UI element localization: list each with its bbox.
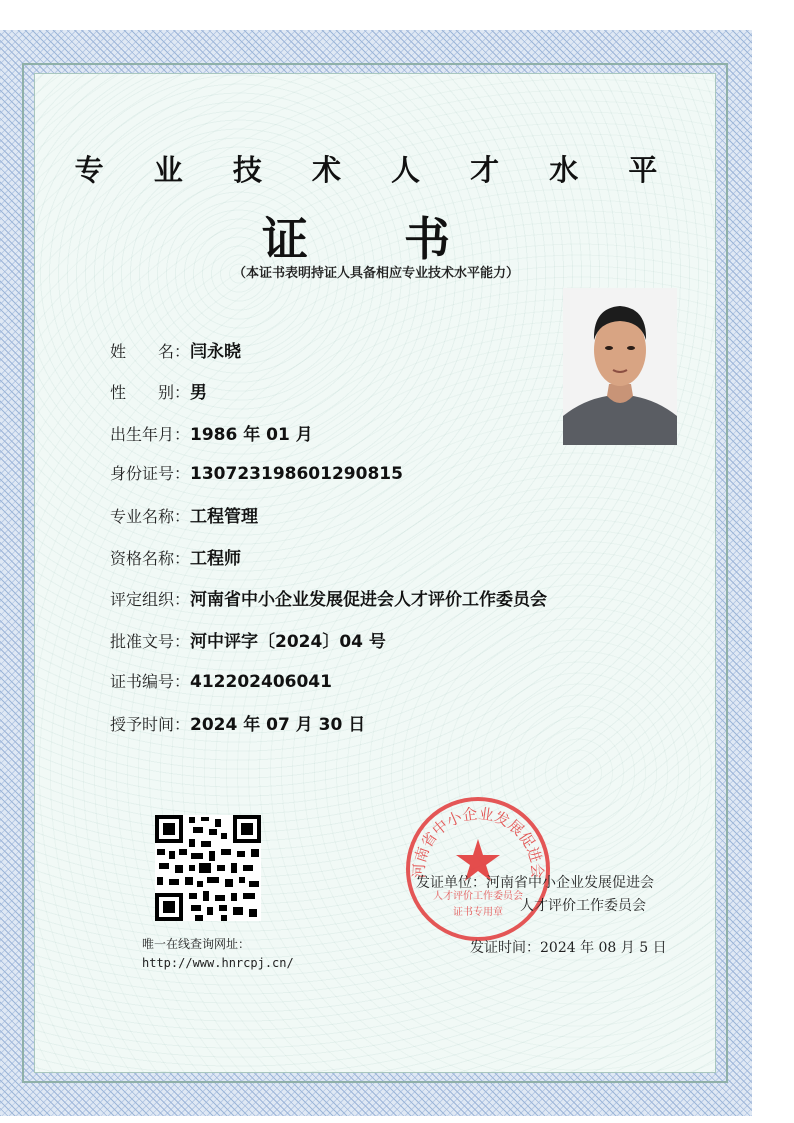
certificate-doc-type: 证 书 [261,212,490,266]
field-label: 姓 名： [110,342,191,361]
field-label: 身份证号： [110,464,191,483]
verification-url[interactable]: http://www.hnrcpj.cn/ [142,956,294,970]
issuer-line-2: 人才评价工作委员会 [520,898,646,914]
field-value: 河南省中小企业发展促进会人才评价工作委员会 [190,590,548,610]
field-label: 出生年月： [110,425,191,444]
field-value: 2024 年 07 月 30 日 [190,715,366,735]
field-label: 专业名称： [110,507,191,526]
field-qualification [110,544,241,569]
field-value: 工程管理 [190,507,259,527]
field-approval-no [110,627,386,652]
field-grant-date [110,710,365,735]
certificate-title: 专 业 技 术 人 才 水 平 [74,153,678,187]
field-label: 授予时间： [110,715,191,734]
field-id-number [110,461,403,484]
field-label: 证书编号： [110,672,191,691]
field-label: 批准文号： [110,632,191,651]
field-major [110,502,258,527]
field-birth [110,420,313,445]
field-value: 男 [190,383,208,403]
field-value: 412202406041 [190,672,332,692]
field-value: 130723198601290815 [190,464,403,484]
certificate-subtitle: （本证书表明持证人具备相应专业技术水平能力） [232,266,519,281]
field-value: 1986 年 01 月 [190,425,313,445]
seal-ring-text: 河南省中小企业发展促进会 [409,804,547,879]
field-gender [110,378,207,403]
field-certificate-no [110,669,332,692]
field-value: 闫永晓 [190,342,242,362]
issue-date: 发证时间：2024 年 08 月 5 日 [470,940,667,956]
holder-photo [563,288,677,445]
field-organization [110,585,547,610]
qr-caption: 唯一在线查询网址： [142,937,251,951]
qr-code[interactable] [155,815,261,921]
field-name [110,337,241,362]
seal-bottom-text: 证书专用章 [453,907,503,918]
seal-inner-text: 人才评价工作委员会 [433,891,523,902]
field-value: 工程师 [190,549,242,569]
issuer-block [416,872,654,918]
field-value: 河中评字〔2024〕04 号 [190,632,386,652]
issuer-line-1: 发证单位：河南省中小企业发展促进会 [416,875,654,891]
field-label: 资格名称： [110,549,191,568]
official-seal [404,795,552,943]
field-label: 性 别： [110,383,191,402]
field-label: 评定组织： [110,590,191,609]
